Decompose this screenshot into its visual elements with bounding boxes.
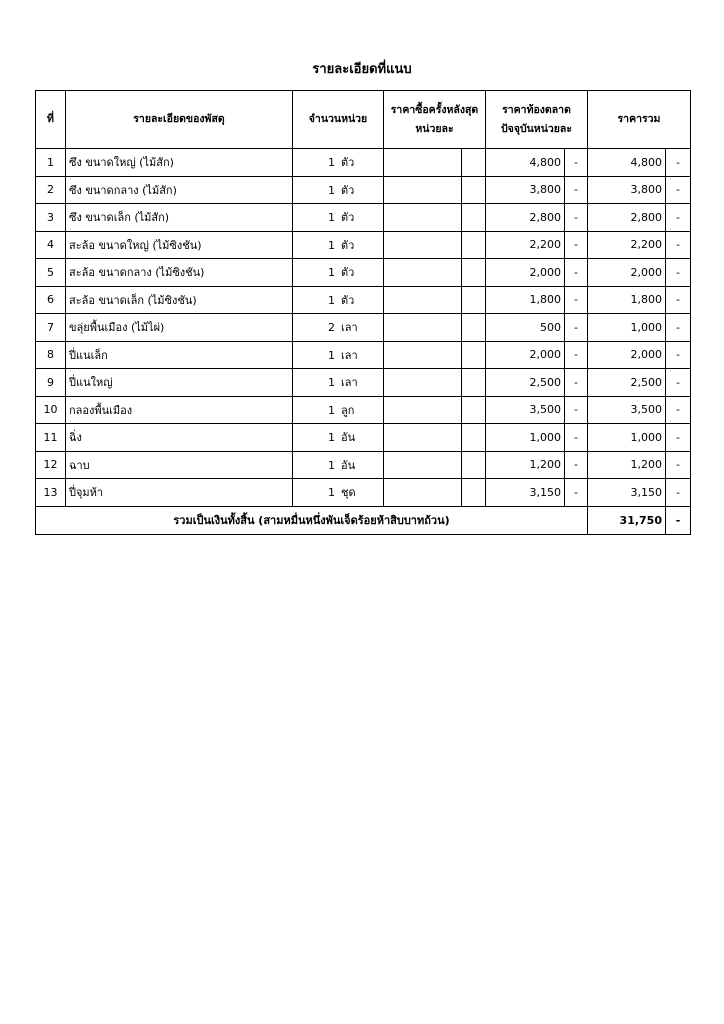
row-last-price (384, 369, 462, 397)
row-qty-unit: ตัว (341, 183, 355, 197)
row-qty-number: 1 (328, 376, 335, 390)
row-last-price (384, 396, 462, 424)
table-row (36, 451, 691, 479)
row-last-price-satang (462, 176, 486, 204)
row-market-price-satang: - (565, 396, 588, 424)
row-market-price: 2,000 (486, 341, 565, 369)
row-market-price-satang: - (565, 231, 588, 259)
row-detail: สะล้อ ขนาดกลาง (ไม้ซิงชัน) (66, 259, 293, 287)
row-total: 3,150 (588, 479, 666, 507)
row-last-price-satang (462, 451, 486, 479)
row-last-price (384, 479, 462, 507)
table-row (36, 231, 691, 259)
row-last-price-satang (462, 479, 486, 507)
row-qty (293, 259, 384, 287)
row-total-satang: - (666, 396, 691, 424)
table-row (36, 149, 691, 177)
row-total-satang: - (666, 259, 691, 287)
row-total-satang: - (666, 369, 691, 397)
row-no: 8 (36, 341, 66, 369)
row-market-price-satang: - (565, 149, 588, 177)
row-detail: สะล้อ ขนาดใหญ่ (ไม้ซิงชัน) (66, 231, 293, 259)
row-market-price: 2,800 (486, 204, 565, 232)
row-last-price (384, 341, 462, 369)
row-qty (293, 451, 384, 479)
row-detail: ฉาบ (66, 451, 293, 479)
row-total-satang: - (666, 479, 691, 507)
row-last-price (384, 451, 462, 479)
page-title: รายละเอียดที่แนบ (312, 62, 412, 77)
header-market-price: ราคาท้องตลาด ปัจจุบันหน่วยละ (486, 91, 588, 149)
row-market-price-satang: - (565, 286, 588, 314)
row-last-price (384, 424, 462, 452)
row-qty (293, 231, 384, 259)
row-qty (293, 176, 384, 204)
row-qty-number: 1 (328, 238, 335, 252)
row-no: 6 (36, 286, 66, 314)
row-market-price-satang: - (565, 369, 588, 397)
row-total-satang: - (666, 341, 691, 369)
row-qty-unit: ตัว (341, 211, 355, 225)
row-qty-unit: ตัว (341, 156, 355, 170)
row-market-price-satang: - (565, 259, 588, 287)
items-table (35, 90, 691, 535)
row-last-price-satang (462, 424, 486, 452)
row-total-satang: - (666, 204, 691, 232)
row-market-price-satang: - (565, 424, 588, 452)
row-qty-unit: ชุด (341, 486, 356, 500)
row-qty-unit: เลา (341, 376, 358, 390)
row-detail: ปี่จุมห้า (66, 479, 293, 507)
row-detail: ปี่แนเล็ก (66, 341, 293, 369)
row-total-satang: - (666, 176, 691, 204)
row-qty-unit: เลา (341, 321, 358, 335)
row-qty-number: 1 (328, 431, 335, 445)
row-no: 7 (36, 314, 66, 342)
row-total: 2,200 (588, 231, 666, 259)
row-market-price: 2,500 (486, 369, 565, 397)
row-total: 3,500 (588, 396, 666, 424)
row-qty-number: 1 (328, 156, 335, 170)
row-no: 3 (36, 204, 66, 232)
row-qty (293, 341, 384, 369)
row-last-price (384, 314, 462, 342)
row-last-price (384, 286, 462, 314)
header-qty: จำนวนหน่วย (293, 91, 384, 149)
row-last-price-satang (462, 286, 486, 314)
table-row (36, 286, 691, 314)
row-detail: ซึง ขนาดเล็ก (ไม้สัก) (66, 204, 293, 232)
row-total: 4,800 (588, 149, 666, 177)
grand-total-value: 31,750 (588, 506, 666, 534)
table-body (36, 149, 691, 507)
row-last-price-satang (462, 396, 486, 424)
row-no: 5 (36, 259, 66, 287)
row-detail: กลองพื้นเมือง (66, 396, 293, 424)
row-qty (293, 479, 384, 507)
row-qty-number: 1 (328, 266, 335, 280)
row-detail: สะล้อ ขนาดเล็ก (ไม้ซิงชัน) (66, 286, 293, 314)
row-total-satang: - (666, 286, 691, 314)
row-no: 12 (36, 451, 66, 479)
row-no: 10 (36, 396, 66, 424)
row-qty (293, 424, 384, 452)
header-no: ที่ (36, 91, 66, 149)
row-market-price: 3,150 (486, 479, 565, 507)
row-qty-number: 2 (328, 321, 335, 335)
row-total: 1,000 (588, 424, 666, 452)
row-qty-unit: ตัว (341, 293, 355, 307)
row-total-satang: - (666, 314, 691, 342)
row-qty (293, 204, 384, 232)
table-row (36, 479, 691, 507)
row-market-price: 2,000 (486, 259, 565, 287)
row-total: 2,000 (588, 341, 666, 369)
table-row (36, 424, 691, 452)
row-market-price: 3,800 (486, 176, 565, 204)
row-no: 11 (36, 424, 66, 452)
row-last-price (384, 176, 462, 204)
row-market-price: 500 (486, 314, 565, 342)
row-market-price-satang: - (565, 314, 588, 342)
row-detail: ซึง ขนาดกลาง (ไม้สัก) (66, 176, 293, 204)
table-row (36, 204, 691, 232)
row-no: 9 (36, 369, 66, 397)
row-qty-number: 1 (328, 486, 335, 500)
row-no: 2 (36, 176, 66, 204)
row-last-price-satang (462, 204, 486, 232)
row-market-price: 1,800 (486, 286, 565, 314)
row-qty-number: 1 (328, 458, 335, 472)
grand-total-label: รวมเป็นเงินทั้งสิ้น (สามหมื่นหนึ่งพันเจ็ดร้อยห้าสิบบาทถ้วน) (36, 506, 588, 534)
header-last-price: ราคาซื้อครั้งหลังสุด หน่วยละ (384, 91, 486, 149)
row-market-price: 2,200 (486, 231, 565, 259)
row-last-price (384, 149, 462, 177)
row-no: 1 (36, 149, 66, 177)
row-last-price-satang (462, 369, 486, 397)
header-row (36, 91, 691, 149)
row-total: 3,800 (588, 176, 666, 204)
row-total-satang: - (666, 231, 691, 259)
row-market-price: 4,800 (486, 149, 565, 177)
row-last-price-satang (462, 314, 486, 342)
row-no: 13 (36, 479, 66, 507)
row-market-price-satang: - (565, 451, 588, 479)
row-qty (293, 314, 384, 342)
row-market-price: 1,000 (486, 424, 565, 452)
row-total-satang: - (666, 451, 691, 479)
row-qty-unit: ลูก (341, 403, 355, 417)
table-row (36, 176, 691, 204)
header-total: ราคารวม (588, 91, 691, 149)
table-row (36, 341, 691, 369)
table-row (36, 396, 691, 424)
row-qty-unit: อัน (341, 431, 356, 445)
row-qty-unit: ตัว (341, 238, 355, 252)
row-market-price-satang: - (565, 479, 588, 507)
row-total-satang: - (666, 424, 691, 452)
row-last-price-satang (462, 341, 486, 369)
row-detail: ฉิ่ง (66, 424, 293, 452)
row-total: 1,800 (588, 286, 666, 314)
row-last-price-satang (462, 231, 486, 259)
row-market-price: 3,500 (486, 396, 565, 424)
row-market-price-satang: - (565, 204, 588, 232)
row-detail: ซึง ขนาดใหญ่ (ไม้สัก) (66, 149, 293, 177)
row-qty (293, 369, 384, 397)
row-detail: ปี่แนใหญ่ (66, 369, 293, 397)
row-qty-unit: ตัว (341, 266, 355, 280)
row-no: 4 (36, 231, 66, 259)
table-row (36, 259, 691, 287)
row-last-price-satang (462, 259, 486, 287)
row-total: 2,500 (588, 369, 666, 397)
table-row (36, 314, 691, 342)
row-last-price (384, 231, 462, 259)
row-total: 1,200 (588, 451, 666, 479)
table-row (36, 369, 691, 397)
grand-total-satang: - (666, 506, 691, 534)
row-qty (293, 149, 384, 177)
row-total-satang: - (666, 149, 691, 177)
row-market-price-satang: - (565, 176, 588, 204)
row-qty-number: 1 (328, 293, 335, 307)
row-qty (293, 396, 384, 424)
row-qty-number: 1 (328, 211, 335, 225)
row-qty-number: 1 (328, 348, 335, 362)
row-market-price-satang: - (565, 341, 588, 369)
row-qty-number: 1 (328, 183, 335, 197)
row-qty-unit: เลา (341, 348, 358, 362)
row-last-price (384, 204, 462, 232)
row-last-price (384, 259, 462, 287)
header-detail: รายละเอียดของพัสดุ (66, 91, 293, 149)
row-market-price: 1,200 (486, 451, 565, 479)
row-qty-unit: อัน (341, 458, 356, 472)
row-qty-number: 1 (328, 403, 335, 417)
row-qty (293, 286, 384, 314)
row-total: 1,000 (588, 314, 666, 342)
grand-total-row (36, 506, 691, 534)
row-last-price-satang (462, 149, 486, 177)
row-total: 2,000 (588, 259, 666, 287)
row-total: 2,800 (588, 204, 666, 232)
row-detail: ขลุ่ยพื้นเมือง (ไม้ไผ่) (66, 314, 293, 342)
